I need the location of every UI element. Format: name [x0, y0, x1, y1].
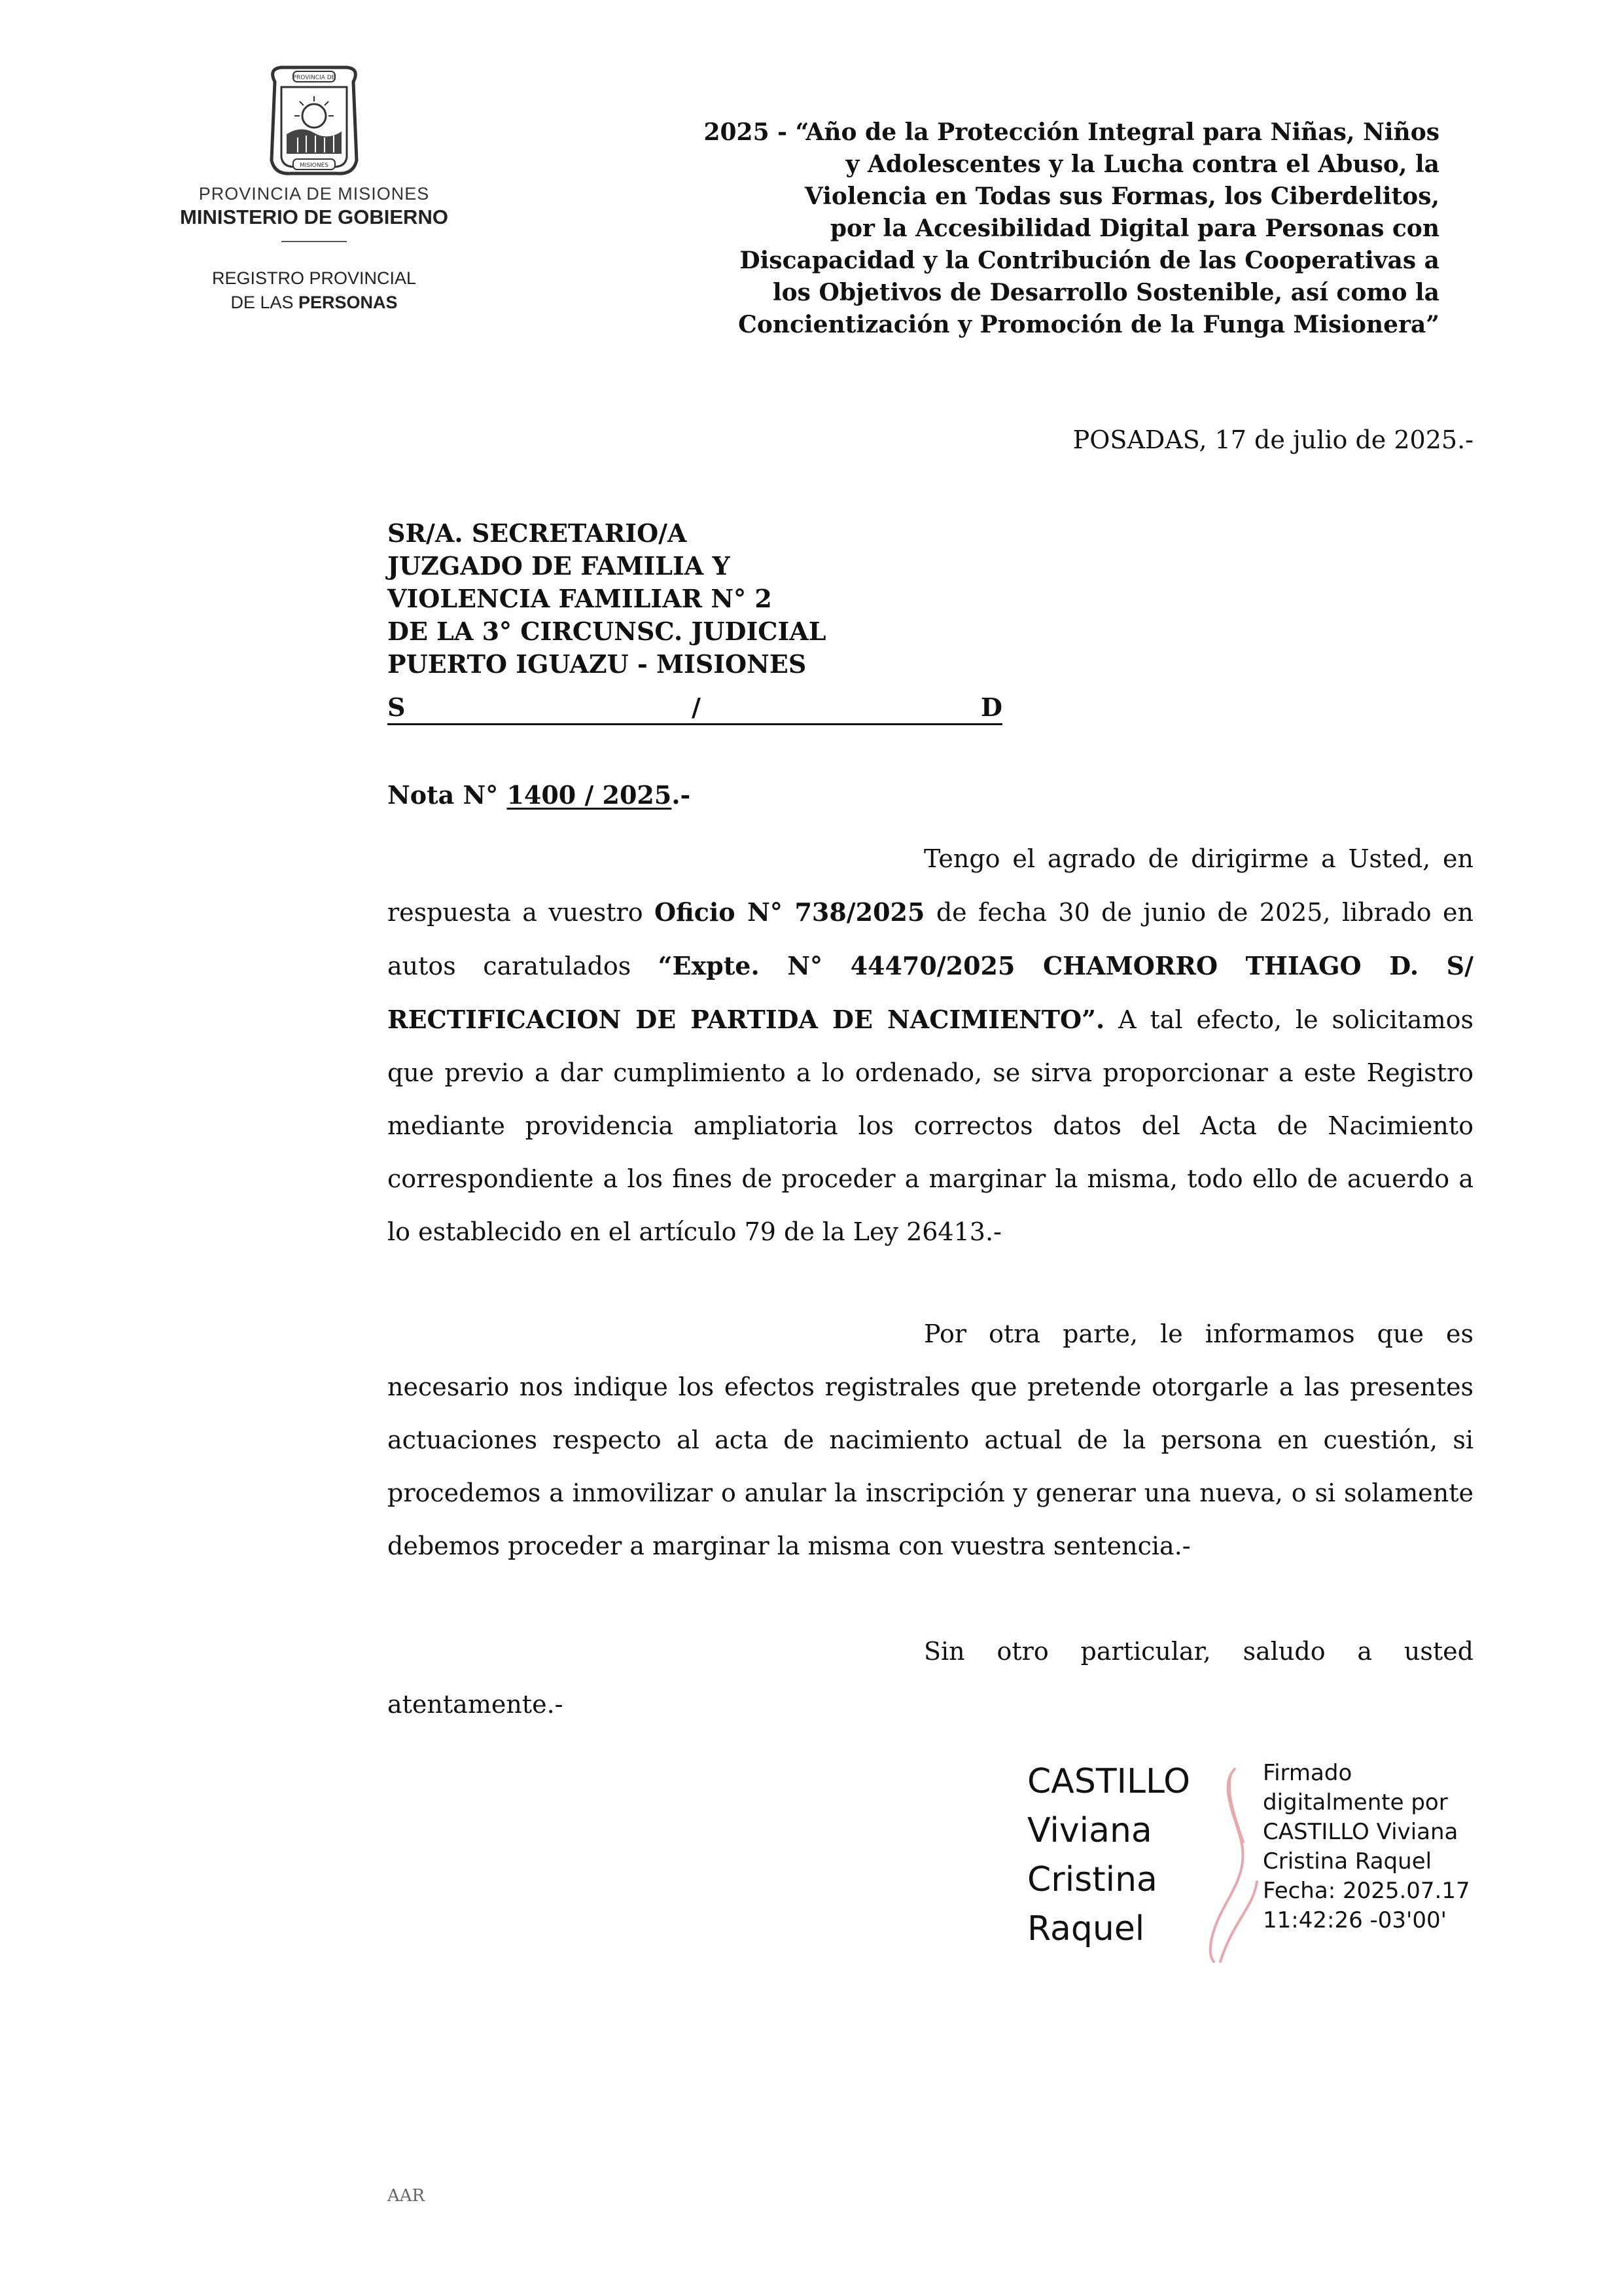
sd-s: S [387, 692, 406, 722]
ministry-name: MINISTERIO DE GOBIERNO [180, 206, 448, 228]
su-despacho-line [387, 691, 1002, 725]
year-motto [615, 117, 1439, 341]
recipient-line: JUZGADO DE FAMILIA Y [387, 551, 730, 581]
body-paragraph-2 [387, 1308, 1474, 1573]
logo-divider [281, 241, 347, 242]
signature-detail-line: Fecha: 2025.07.17 [1263, 1878, 1470, 1904]
motto-line: Concientización y Promoción de la Funga Misionera” [738, 311, 1439, 338]
note-label: Nota N° [387, 780, 507, 810]
recipient-line: DE LA 3° CIRCUNSC. JUDICIAL [387, 617, 826, 646]
p1-expediente: “Expte. N° 44470/2025 CHAMORRO THIAGO D. S/ RECTIFICACION DE PARTIDA DE NACIMIENTO”. [387, 951, 1474, 1034]
p1-text-e: A tal efecto, le solicitamos que previo a dar cumplimiento a lo ordenado, se sirva proporcionar a este Registro mediante providencia ampliatoria los correctos datos del Acta de Nacimiento correspondiente a los fines de proceder a marginar la misma, todo ello de acuerdo a lo establecido en el artículo 79 de la Ley 26413.- [387, 1005, 1474, 1246]
motto-line: Discapacidad y la Contribución de las Cooperativas a [739, 247, 1439, 274]
sd-slash: / [692, 692, 701, 722]
signature-detail-line: digitalmente por [1263, 1789, 1448, 1816]
signature-detail-line: 11:42:26 -03'00' [1263, 1907, 1447, 1933]
body-paragraph-1 [387, 833, 1474, 1259]
signature-detail-line: Firmado [1263, 1760, 1352, 1786]
signer-name-line: Cristina [1027, 1860, 1157, 1899]
digital-signature [1027, 1757, 1485, 1973]
provincial-seal-icon [262, 62, 366, 180]
sd-d: D [981, 692, 1002, 722]
recipient-line: SR/A. SECRETARIO/A [387, 518, 687, 548]
signature-details [1263, 1759, 1470, 1935]
province-name: PROVINCIA DE MISIONES [198, 184, 430, 204]
p1-oficio: Oficio N° 738/2025 [654, 897, 925, 927]
recipient-block [387, 517, 826, 681]
seal-top-text: PROVINCIA DE [292, 75, 336, 81]
recipient-line: PUERTO IGUAZU - MISIONES [387, 649, 807, 679]
signer-name-line: Raquel [1027, 1909, 1145, 1948]
motto-line: los Objetivos de Desarrollo Sostenible, así como la [772, 279, 1439, 306]
p3-text: Sin otro particular, saludo a usted atentamente.- [387, 1637, 1474, 1719]
signature-mark-icon [1194, 1764, 1266, 1967]
p1-text-c: de fecha 30 de junio de 2025, librado en autos caratulados [387, 898, 1474, 980]
registry-name-line2 [150, 293, 478, 313]
signer-name-line: CASTILLO [1027, 1762, 1191, 1801]
signer-name [1027, 1757, 1190, 1954]
p1-text-a: Tengo el agrado de dirigirme a Usted, en respuesta a vuestro [387, 844, 1474, 927]
seal-bottom-text: MISIONES [299, 162, 329, 169]
body-paragraph-3 [387, 1625, 1474, 1731]
note-number [387, 780, 690, 810]
date-line: POSADAS, 17 de julio de 2025.- [1072, 425, 1474, 454]
signer-name-line: Viviana [1027, 1811, 1152, 1850]
registry-name-line1: REGISTRO PROVINCIAL [211, 268, 417, 288]
note-number-value: 1400 / 2025 [506, 780, 672, 810]
registry-line2-bold: PERSONAS [298, 293, 398, 312]
motto-line: 2025 - “Año de la Protección Integral para Niñas, Niños [703, 118, 1439, 146]
letterhead-logo-block [150, 62, 478, 313]
signature-detail-line: Cristina Raquel [1263, 1848, 1432, 1874]
motto-line: y Adolescentes y la Lucha contra el Abuso, la [845, 151, 1439, 178]
registry-line2-prefix: DE LAS [230, 293, 298, 312]
note-suffix: .- [671, 780, 691, 810]
recipient-line: VIOLENCIA FAMILIAR N° 2 [387, 584, 772, 613]
footer-initials: AAR [387, 2186, 425, 2206]
p2-text: Por otra parte, le informamos que es necesario nos indique los efectos registrales que pretende otorgarle a las presentes actuaciones respecto al acta de nacimiento actual de la persona en cuestión, si procedemos a inmovilizar o anular la inscripción y generar una nueva, o si solamente debemos proceder a marginar la misma con vuestra sentencia.- [387, 1319, 1474, 1560]
motto-line: Violencia en Todas sus Formas, los Ciberdelitos, [804, 183, 1439, 210]
motto-line: por la Accesibilidad Digital para Personas con [830, 215, 1439, 242]
signature-detail-line: CASTILLO Viviana [1263, 1819, 1458, 1845]
